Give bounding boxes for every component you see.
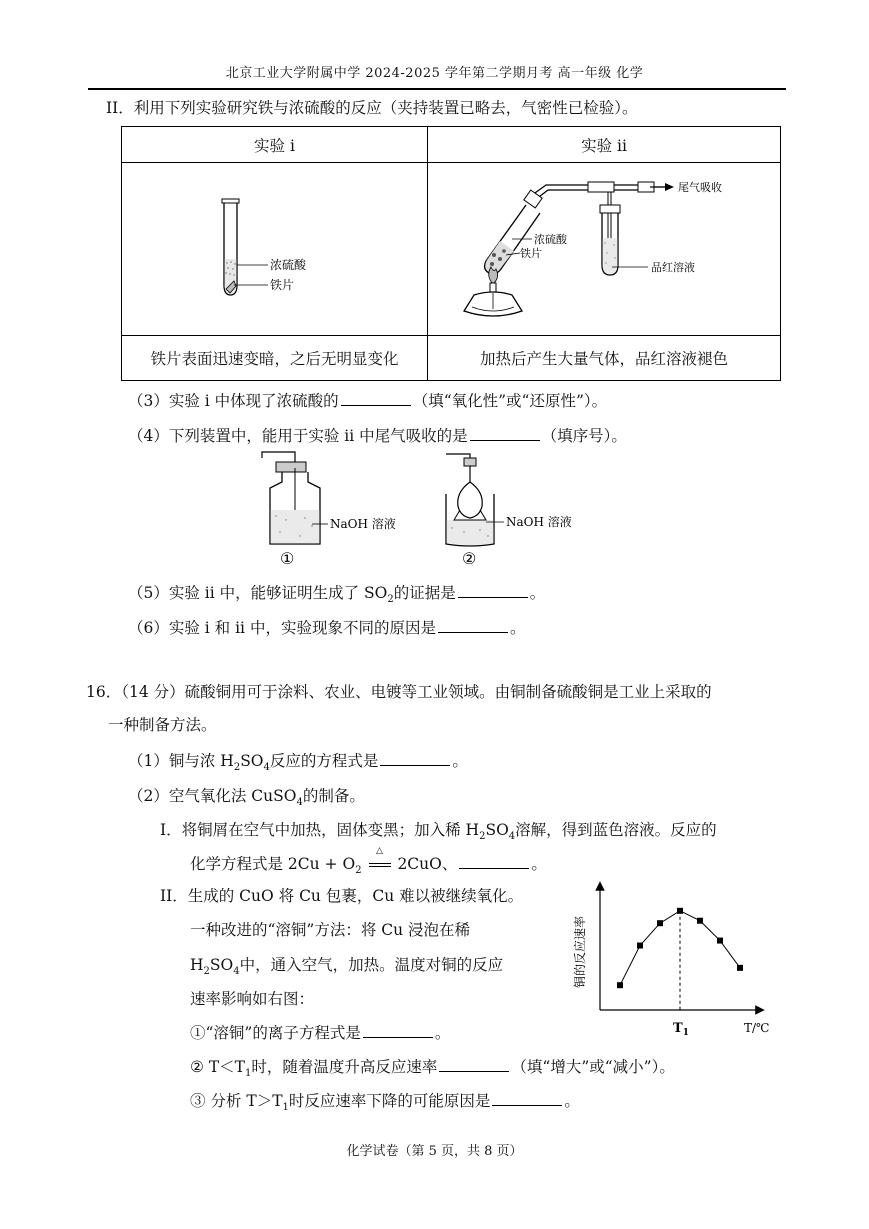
heating-apparatus-diagram — [428, 163, 780, 331]
heating-condition — [367, 846, 393, 873]
q16-1-answer-blank[interactable] — [380, 751, 450, 766]
ii-q3-text-a: ③ 分析 T＞T — [190, 1092, 283, 1110]
q16-2-sub: 4 — [296, 797, 303, 809]
label-iron-i: 铁片 — [270, 278, 295, 292]
q3-answer-blank[interactable] — [341, 391, 411, 406]
absorption-devices-figure — [250, 448, 610, 573]
question-5 — [128, 581, 545, 605]
subpart-ii-q2 — [190, 1055, 675, 1079]
q5-text-b: 的证据是 — [393, 584, 456, 602]
stopper-icon — [276, 462, 306, 472]
ii-q1-text-b: 。 — [434, 1024, 451, 1042]
data-point — [617, 982, 623, 988]
i-line2-text-b: 2CuO、 — [397, 855, 458, 873]
i-line2-sub: 2 — [355, 865, 362, 877]
i-line2-text-a: 化学方程式是 2Cu + O — [190, 855, 356, 873]
data-point — [697, 918, 703, 924]
question-6 — [128, 616, 525, 638]
subpart-ii-line4: 速率影响如右图： — [190, 990, 315, 1008]
experiment-i-figure — [122, 163, 428, 336]
label-iron-ii: 铁片 — [520, 247, 542, 260]
ii-line3-text-b: SO — [209, 956, 234, 974]
ii-q1-answer-blank[interactable] — [363, 1023, 433, 1038]
ii-q2-text-a: ② T＜T — [190, 1058, 245, 1076]
ii-q3-text-c: 。 — [564, 1092, 580, 1110]
i-line1-mid: SO — [485, 821, 509, 839]
ii-q2-answer-blank[interactable] — [439, 1057, 509, 1072]
device2-number: ② — [462, 549, 477, 568]
q16-intro-line2: 一种制备方法。 — [108, 716, 217, 734]
q16-part1 — [128, 749, 468, 773]
ii-q2-text-b: 时，随着温度升高反应速率 — [251, 1058, 438, 1076]
ii-q2-sub: 1 — [245, 1068, 252, 1080]
data-point — [717, 938, 723, 944]
subpart-ii-line2: 一种改进的“溶铜”方法：将 Cu 浸泡在稀 — [190, 921, 471, 939]
ii-q2-text-c: （填“增大”或“减小”）。 — [511, 1058, 675, 1076]
page-footer: 化学试卷（第 5 页，共 8 页） — [346, 1144, 523, 1159]
subpart-ii-line1: II．生成的 CuO 将 Cu 包裹，Cu 难以被继续氧化。 — [160, 887, 524, 905]
test-tube-diagram — [122, 163, 427, 331]
ii-q3-sub: 1 — [282, 1102, 289, 1114]
ii-q3-text-b: 时反应速率下降的可能原因是 — [288, 1092, 491, 1110]
q3-text-a: （3）实验 i 中体现了浓硫酸的 — [128, 392, 339, 410]
ii-line3-sub2: 4 — [233, 966, 240, 978]
label-tail-gas: 尾气吸收 — [678, 181, 722, 194]
table-col2-title: 实验 ii — [428, 127, 781, 163]
ii-q1-text-a: ①“溶铜”的离子方程式是 — [190, 1024, 361, 1042]
x-axis-label: T/℃ — [744, 1021, 770, 1035]
q6-text-b: 。 — [509, 619, 526, 637]
i-line2-text-c: 。 — [531, 855, 547, 873]
subpart-ii-q3 — [190, 1089, 580, 1113]
i-line1-sub2: 4 — [508, 831, 516, 843]
q4-answer-blank[interactable] — [470, 426, 540, 441]
subpart-i-line1 — [160, 818, 717, 842]
i-line1-sub1: 2 — [479, 831, 486, 843]
q16-part2 — [128, 784, 365, 808]
i-line2-answer-blank[interactable] — [459, 854, 529, 869]
page-header: 北京工业大学附属中学 2024-2025 学年第二学期月考 高一年级 化学 — [225, 66, 644, 81]
q16-1-sub1: 2 — [233, 762, 241, 774]
q5-answer-blank[interactable] — [458, 583, 528, 598]
q5-text-c: 。 — [529, 584, 546, 602]
ii-line3-text-a: H — [190, 956, 204, 974]
q16-1-text-a: （1）铜与浓 H — [128, 752, 234, 770]
device1-number: ① — [280, 549, 295, 568]
result-ii: 加热后产生大量气体，品红溶液褪色 — [428, 336, 781, 381]
q16-intro-line1: 16．（14 分）硫酸铜用可于涂料、农业、电镀等工业领域。由铜制备硫酸铜是工业上采取的 — [86, 683, 712, 701]
ii-line3-text-c: 中，通入空气，加热。温度对铜的反应 — [239, 956, 504, 974]
question-4 — [128, 424, 627, 446]
ii-line3-sub1: 2 — [203, 966, 210, 978]
data-point — [737, 965, 743, 971]
data-point — [637, 943, 643, 949]
q16-1-sub2: 4 — [263, 762, 270, 774]
section-intro: II．利用下列实验研究铁与浓硫酸的反应（夹持装置已略去，气密性已检验）。 — [106, 99, 638, 117]
q16-1-mid: SO — [240, 752, 264, 770]
q5-text-a: （5）实验 ii 中，能够证明生成了 SO — [128, 584, 388, 602]
experiment-table — [121, 126, 781, 381]
i-line1-text-a: I．将铜屑在空气中加热，固体变黑；加入稀 H — [160, 821, 480, 839]
y-axis-label: 铜的反应速率 — [573, 915, 587, 989]
subpart-i-line2 — [190, 846, 547, 877]
q6-answer-blank[interactable] — [438, 618, 508, 633]
q16-2-text-b: 的制备。 — [302, 787, 365, 805]
subpart-ii-line3 — [190, 953, 503, 977]
label-acid-i: 浓硫酸 — [270, 258, 307, 272]
data-point — [657, 920, 663, 926]
x-tick-t1: $T_1$ — [673, 1021, 689, 1038]
header-rule — [88, 88, 786, 90]
label-dye: 品红溶液 — [651, 261, 695, 274]
result-i: 铁片表面迅速变暗，之后无明显变化 — [122, 336, 428, 381]
i-line1-text-b: 溶解，得到蓝色溶液。反应的 — [515, 821, 717, 839]
q5-sub: 2 — [387, 594, 394, 606]
q6-text-a: （6）实验 i 和 ii 中，实验现象不同的原因是 — [128, 619, 436, 637]
table-col1-title: 实验 i — [122, 127, 428, 163]
device2-label: NaOH 溶液 — [506, 515, 572, 529]
label-acid-ii: 浓硫酸 — [534, 233, 567, 246]
q16-2-text-a: （2）空气氧化法 CuSO — [128, 787, 297, 805]
q16-1-text-c: 。 — [452, 752, 468, 770]
question-3 — [128, 389, 607, 411]
subpart-ii-q1 — [190, 1021, 450, 1043]
ii-q3-answer-blank[interactable] — [492, 1091, 562, 1106]
experiment-ii-figure — [428, 163, 781, 336]
rate-temperature-chart — [570, 880, 800, 1040]
q16-1-text-b: 反应的方程式是 — [269, 752, 379, 770]
q3-text-b: （填“氧化性”或“还原性”）。 — [412, 392, 608, 410]
device1-label: NaOH 溶液 — [330, 517, 396, 531]
q4-text-a: （4）下列装置中，能用于实验 ii 中尾气吸收的是 — [128, 427, 468, 445]
q4-text-b: （填序号）。 — [541, 427, 627, 445]
heat-symbol: △ — [376, 846, 383, 856]
